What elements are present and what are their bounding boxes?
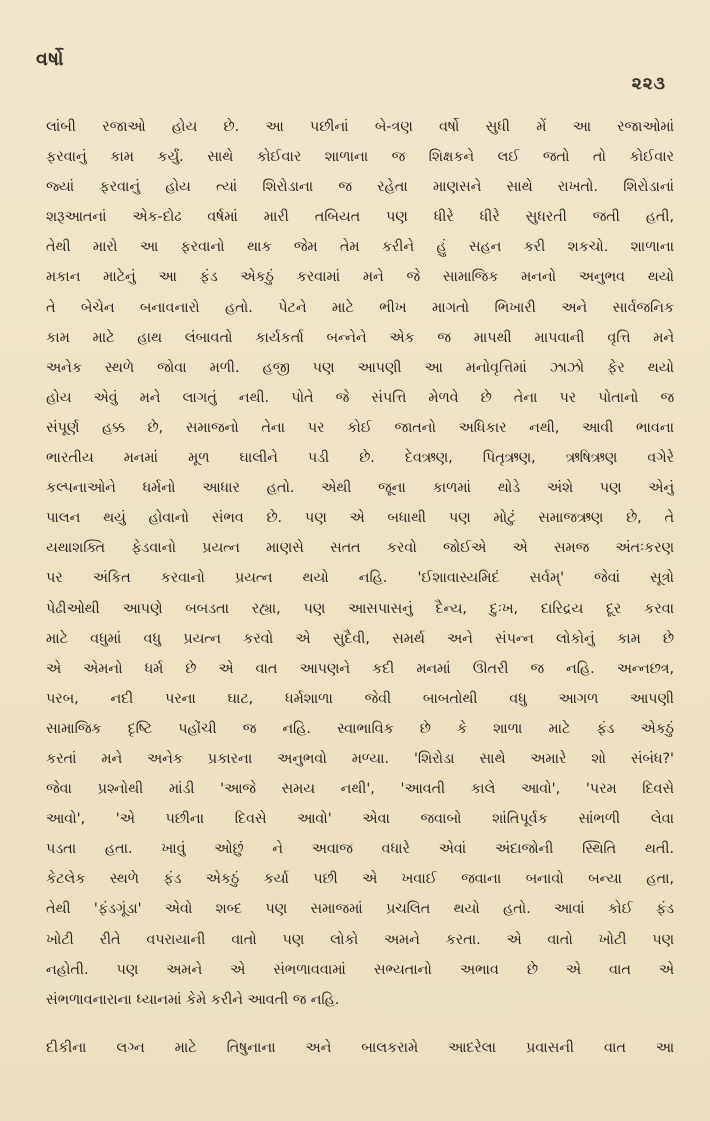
text-line: તે બેચેન બનાવનારો હતો. પેટને માટે ભીખ માગતો ભિખારી અને સાર્વજનિક [46, 299, 674, 316]
text-line: પરબ, નદી પરના ઘાટ, ધર્મશાળા જેવી બાબતોથી વધુ આગળ આપણી [46, 690, 674, 707]
text-line: ભારતીય મનમાં મૂળ ઘાલીને પડી છે. દેવઋણ, પિતૃઋણ, ઋષિઋણ વગેરે [46, 450, 674, 467]
text-line: લાંબી રજાઓ હોય છે. આ પછીનાં બે-ત્રણ વર્ષો સુધી મેં આ રજાઓમાં [46, 119, 674, 135]
text-line: નહોતી. પણ અમને એ સંભળાવવામાં સભ્યતાનો અભાવ છે એ વાત એ [46, 961, 674, 978]
paragraph-1 [46, 112, 674, 1015]
text-line: પડતા હતા. ખાવું ઓછું ને અવાજ વધારે એવાં અંદાજોની સ્થિતિ થતી. [46, 841, 674, 858]
text-line: કામ માટે હાથ લંબાવતો કાર્યકર્તા બન્નેને એક જ માપથી માપવાની વૃત્તિ મને [46, 329, 674, 346]
page-number: ૨૨૩ [631, 74, 666, 94]
text-line: પેઢીઓથી આપણે બબડતા રહ્યા, પણ આસપાસનું દૈન્ય, દુઃખ, દારિદ્રય દૂર કરવા [46, 600, 674, 617]
body-text [46, 112, 674, 1063]
text-line: અનેક સ્થળે જોવા મળી. હજી પણ આપણી આ મનોવૃત્તિમાં ઝાઝો ફેર થયો [46, 359, 674, 376]
text-line: કરતાં મને અનેક પ્રકારના અનુભવો મળ્યા. 'શિરોડા સાથે અમારે શો સંબંધ?' [46, 750, 674, 767]
text-line: દીકીના લગ્ન માટે તિષુનાના અને બાલકરામે આદરેલા પ્રવાસની વાત આ [46, 1039, 674, 1056]
text-line: તેથી 'ફંડગૂંડા' એવો શબ્દ પણ સમાજમાં પ્રચલિત થયો હતો. આવાં કોઈ ફંડ [46, 901, 674, 918]
text-line: પાલન થયું હોવાનો સંભવ છે. પણ એ બધાથી પણ મોટું સમાજઋણ છે, તે [46, 510, 674, 527]
text-line: તેથી મારો આ ફરવાનો થાક જેમ તેમ કરીને હું સહન કરી શકચો. શાળાના [46, 239, 674, 256]
text-line: જ્યાં ફરવાનું હોય ત્યાં શિરોડાના જ રહેતા માણસને સાથે રાખતો. શિરોડાનાં [46, 179, 674, 196]
text-line: યથાશક્તિ ફેડવાનો પ્રયત્ન માણસે સતત કરવો જોઈએ એ સમજ અંતઃકરણ [46, 540, 674, 557]
text-line: સંપૂર્ણ હક્ક છે, સમાજનો તેના પર કોઈ જાતનો અધિકાર નથી, આવી ભાવના [46, 419, 674, 436]
text-line: મકાન માટેનું આ ફંડ એકઠું કરવામાં મને જે સામાજિક મનનો અનુભવ થયો [46, 269, 674, 286]
text-line: એ એમનો ધર્મ છે એ વાત આપણને કદી મનમાં ઊતરી જ નહિ. અન્નછત્ર, [46, 660, 674, 677]
text-line: આવો', 'એ પછીના દિવસે આવો' એવા જવાબો શાંતિપૂર્વક સાંભળી લેવા [46, 811, 674, 828]
text-line: કેટલેક સ્થળે ફંડ એકઠું કર્યા પછી એ ખવાઈ જવાના બનાવો બન્યા હતા, [46, 871, 674, 888]
text-line: શરૂઆતનાં એક-દોઢ વર્ષમાં મારી તબિયત પણ ધીરે ધીરે સુધરતી જતી હતી, [46, 209, 674, 226]
text-line: પર અંકિત કરવાનો પ્રયત્ન થયો નહિ. 'ઈશાવાસ્યમિદં સર્વમ્' જેવાં સૂત્રો [46, 570, 674, 587]
text-line: સામાજિક દૃષ્ટિ પહોંચી જ નહિ. સ્વાભાવિક છે કે શાળા માટે ફંડ એકઠું [46, 720, 674, 737]
text-line: સંભળાવનારાના ધ્યાનમાં કેમે કરીને આવતી જ નહિ. [46, 991, 340, 1008]
text-line: જેવા પ્રશ્નોથી માંડી 'આજે સમય નથી', 'આવતી કાલે આવો', 'પરમ દિવસે [46, 781, 674, 798]
text-line: હોય એવું મને લાગતું નથી. પોતે જે સંપત્તિ મેળવે છે તેના પર પોતાનો જ [46, 389, 674, 406]
text-line: ફરવાનું કામ કર્યું. સાથે કોઈવાર શાળાના જ શિક્ષકને લઈ જતો તો કોઈવાર [46, 149, 674, 166]
text-line: માટે વધુમાં વધુ પ્રયત્ન કરવો એ સુદૈવી, સમર્થ અને સંપન્ન લોકોનું કામ છે [46, 630, 674, 647]
paragraph-2 [46, 1033, 674, 1063]
text-line: ખોટી રીતે વપરાયાની વાતો પણ લોકો અમને કરતા. એ વાતો ખોટી પણ [46, 931, 674, 948]
text-line: કલ્પનાઓને ધર્મનો આધાર હતો. એથી જૂના કાળમાં થોડે અંશે પણ એનું [46, 480, 674, 497]
running-head: વર્ષો [36, 48, 65, 70]
